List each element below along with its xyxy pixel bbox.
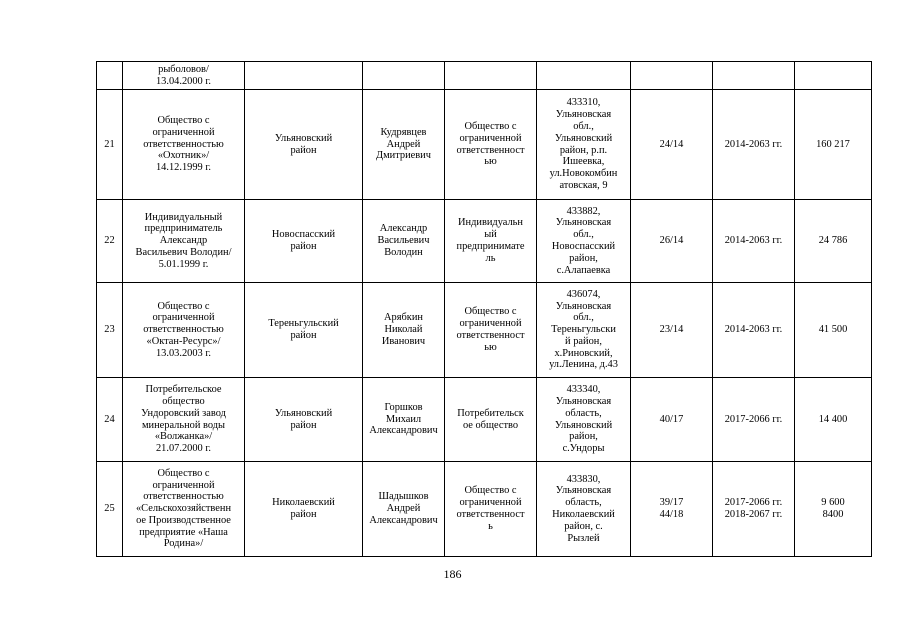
cell-address: 433310, Ульяновская обл., Ульяновский район, р.п. Ишеевка, ул.Новокомбин атовская, 9 — [537, 90, 631, 200]
cell-district: Ульяновский район — [245, 90, 363, 200]
cell-address: 433340, Ульяновская область, Ульяновский район, с.Ундоры — [537, 378, 631, 462]
cell-period — [713, 62, 795, 90]
cell-number: 23 — [97, 283, 123, 378]
cell-address: 433830, Ульяновская область, Николаевский район, с. Рызлей — [537, 462, 631, 557]
cell-district: Тереньгульский район — [245, 283, 363, 378]
cell-period: 2017-2066 гг. 2018-2067 гг. — [713, 462, 795, 557]
licenses-table — [96, 61, 872, 557]
table-row — [97, 378, 872, 462]
cell-area: 40/17 — [631, 378, 713, 462]
cell-number: 22 — [97, 200, 123, 283]
cell-address — [537, 62, 631, 90]
cell-address: 433882, Ульяновская обл., Новоспасский район, с.Алапаевка — [537, 200, 631, 283]
page-number: 186 — [443, 567, 462, 581]
cell-area: 39/17 44/18 — [631, 462, 713, 557]
cell-organization: Общество с ограниченной ответственностью «Октан-Ресурс»/ 13.03.2003 г. — [123, 283, 245, 378]
table-row — [97, 90, 872, 200]
cell-value: 160 217 — [795, 90, 872, 200]
cell-district — [245, 62, 363, 90]
cell-district: Новоспасский район — [245, 200, 363, 283]
cell-value — [795, 62, 872, 90]
cell-organization: Потребительское общество Ундоровский завод минеральной воды «Волжанка»/ 21.07.2000 г. — [123, 378, 245, 462]
cell-head: Арябкин Николай Иванович — [363, 283, 445, 378]
cell-legal-form: Общество с ограниченной ответственност ью — [445, 90, 537, 200]
cell-number: 25 — [97, 462, 123, 557]
cell-area: 24/14 — [631, 90, 713, 200]
cell-district: Ульяновский район — [245, 378, 363, 462]
cell-organization: Общество с ограниченной ответственностью «Охотник»/ 14.12.1999 г. — [123, 90, 245, 200]
cell-number: 24 — [97, 378, 123, 462]
cell-value: 9 600 8400 — [795, 462, 872, 557]
cell-period: 2014-2063 гг. — [713, 200, 795, 283]
cell-area: 23/14 — [631, 283, 713, 378]
cell-period: 2014-2063 гг. — [713, 90, 795, 200]
table-row — [97, 283, 872, 378]
cell-district: Николаевский район — [245, 462, 363, 557]
cell-value: 24 786 — [795, 200, 872, 283]
cell-legal-form: Общество с ограниченной ответственност ь — [445, 462, 537, 557]
cell-area — [631, 62, 713, 90]
cell-head: Шадышков Андрей Александрович — [363, 462, 445, 557]
cell-head: Кудрявцев Андрей Дмитриевич — [363, 90, 445, 200]
cell-period: 2014-2063 гг. — [713, 283, 795, 378]
cell-address: 436074, Ульяновская обл., Тереньгульски й район, х.Риновский, ул.Ленина, д.43 — [537, 283, 631, 378]
cell-legal-form: Общество с ограниченной ответственност ью — [445, 283, 537, 378]
cell-head: Горшков Михаил Александрович — [363, 378, 445, 462]
cell-period: 2017-2066 гг. — [713, 378, 795, 462]
cell-legal-form: Потребительск ое общество — [445, 378, 537, 462]
cell-area: 26/14 — [631, 200, 713, 283]
cell-number — [97, 62, 123, 90]
cell-organization: Индивидуальный предприниматель Александр Васильевич Володин/ 5.01.1999 г. — [123, 200, 245, 283]
cell-value: 14 400 — [795, 378, 872, 462]
cell-number: 21 — [97, 90, 123, 200]
table-row — [97, 200, 872, 283]
table-row — [97, 62, 872, 90]
cell-head: Александр Васильевич Володин — [363, 200, 445, 283]
table-row — [97, 462, 872, 557]
cell-value: 41 500 — [795, 283, 872, 378]
cell-organization: Общество с ограниченной ответственностью «Сельскохозяйственн ое Производственное предприятие «Наша Родина»/ — [123, 462, 245, 557]
cell-organization: рыболовов/ 13.04.2000 г. — [123, 62, 245, 90]
cell-legal-form: Индивидуальн ый предпринимате ль — [445, 200, 537, 283]
cell-head — [363, 62, 445, 90]
cell-legal-form — [445, 62, 537, 90]
